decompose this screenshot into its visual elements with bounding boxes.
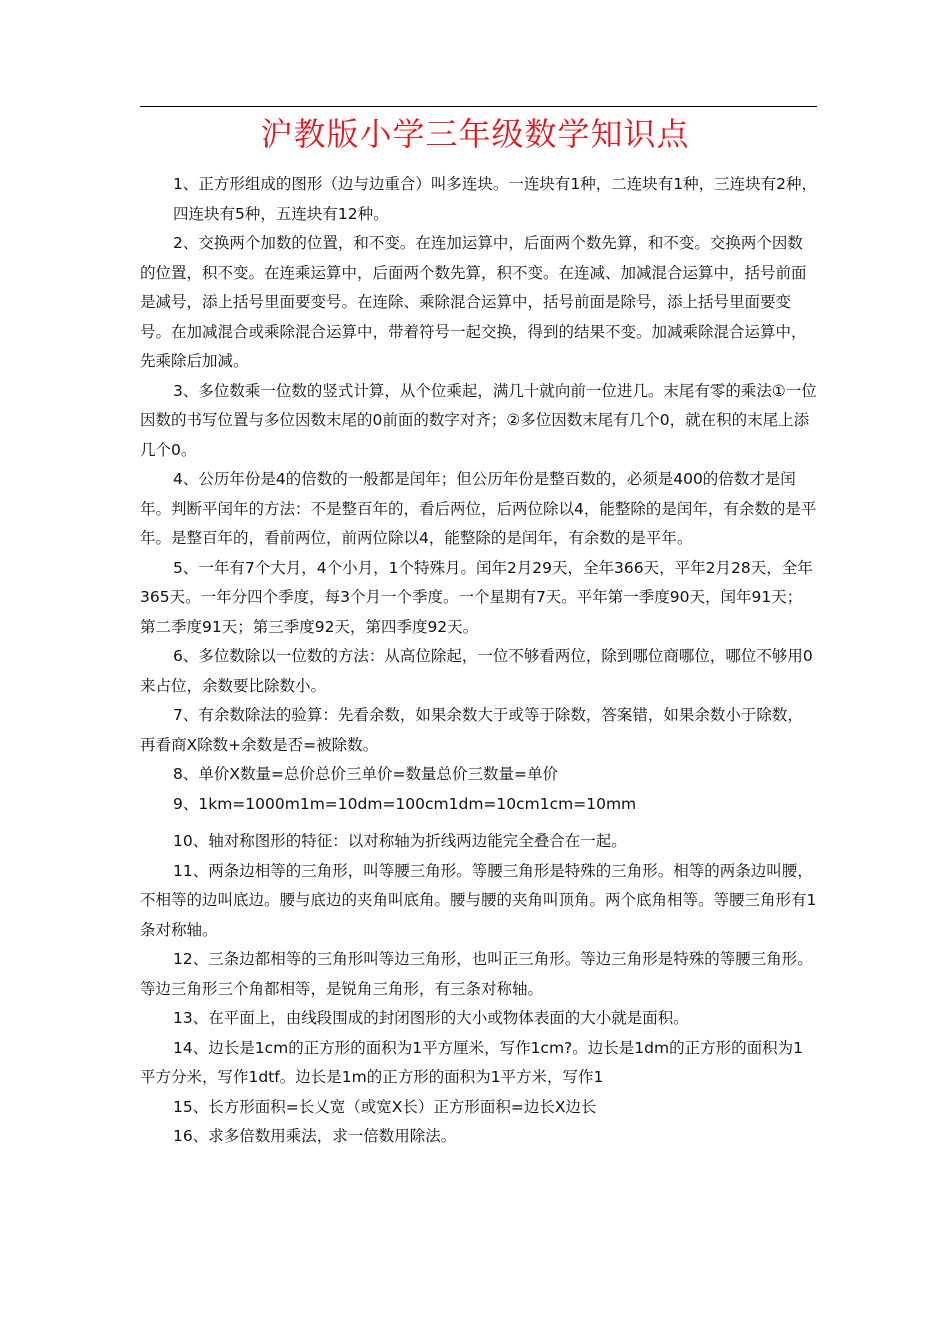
paragraph-3: 3、多位数乘一位数的竖式计算，从个位乘起，满几十就向前一位进几。末尾有零的乘法①一位因数的书写位置与多位因数末尾的0前面的数字对齐；②多位因数末尾有几个0，就在积的末尾上添几个0。 bbox=[140, 381, 817, 459]
paragraph-4: 4、公历年份是4的倍数的一般都是闰年；但公历年份是整百数的，必须是400的倍数才是闰年。判断平闰年的方法：不是整百年的，看后两位，后两位除以4，能整除的是闰年，有余数的是平年。是整百年的，看前两位，前两位除以4，能整除的是闰年，有余数的是平年。 bbox=[140, 470, 817, 547]
paragraph-12: 12、三条边都相等的三角形叫等边三角形，也叫正三角形。等边三角形是特殊的等腰三角形。等边三角形三个角都相等，是锐角三角形，有三条对称轴。 bbox=[140, 950, 813, 998]
paragraph-13: 13、在平面上，由线段围成的封闭图形的大小或物体表面的大小就是面积。 bbox=[173, 1009, 689, 1027]
paragraph-6: 6、多位数除以一位数的方法：从高位除起，一位不够看两位，除到哪位商哪位，哪位不够用0来占位，余数要比除数小。 bbox=[140, 647, 813, 695]
paragraph-9: 9、1km=1000m1m=10dm=100cm1dm=10cm1cm=10mm bbox=[173, 794, 637, 813]
paragraph-16: 16、求多倍数用乘法，求一倍数用除法。 bbox=[173, 1127, 457, 1145]
paragraph-5: 5、一年有7个大月，4个小月，1个特殊月。闰年2月29天，全年366天，平年2月28天，全年365天。一年分四个季度，每3个月一个季度。一个星期有7天。平年第一季度90天，闰年91天；第二季度91天；第三季度92天，第四季度92天。 bbox=[140, 558, 813, 636]
paragraph-2: 2、交换两个加数的位置，和不变。在连加运算中，后面两个数先算，和不变。交换两个因数的位置，积不变。在连乘运算中，后面两个数先算，积不变。在连减、加减混合运算中，括号前面是减号，添上括号里面要变号。在连除、乘除混合运算中，括号前面是除号，添上括号里面要变号。在加减混合或乘除混合运算中，带着符号一起交换，得到的结果不变。加减乘除混合运算中，先乘除后加减。 bbox=[140, 234, 807, 370]
document-title: 沪教版小学三年级数学知识点 bbox=[260, 115, 690, 153]
header-rule bbox=[140, 106, 817, 107]
paragraph-7: 7、有余数除法的验算：先看余数，如果余数大于或等于除数，答案错，如果余数小于除数，再看商X除数+余数是否=被除数。 bbox=[140, 706, 803, 754]
paragraph-10: 10、轴对称图形的特征：以对称轴为折线两边能完全叠合在一起。 bbox=[173, 832, 627, 850]
paragraph-8: 8、单价X数量=总价总价三单价=数量总价三数量=单价 bbox=[173, 765, 558, 783]
document-body bbox=[140, 170, 817, 1152]
paragraph-1: 1、正方形组成的图形（边与边重合）叫多连块。一连块有1种，二连块有1种，三连块有2种，四连块有5种，五连块有12种。 bbox=[173, 175, 817, 223]
paragraph-11: 11、两条边相等的三角形，叫等腰三角形。等腰三角形是特殊的三角形。相等的两条边叫腰，不相等的边叫底边。腰与底边的夹角叫底角。腰与腰的夹角叫顶角。两个底角相等。等腰三角形有1条对称轴。 bbox=[140, 861, 817, 939]
paragraph-14: 14、边长是1cm的正方形的面积为1平方厘米，写作1cm?。边长是1dm的正方形的面积为1平方分米，写作1dtf。边长是1m的正方形的面积为1平方米，写作1 bbox=[140, 1038, 803, 1086]
paragraph-15: 15、长方形面积=长乂宽（或宽X长）正方形面积=边长X边长 bbox=[173, 1097, 597, 1116]
